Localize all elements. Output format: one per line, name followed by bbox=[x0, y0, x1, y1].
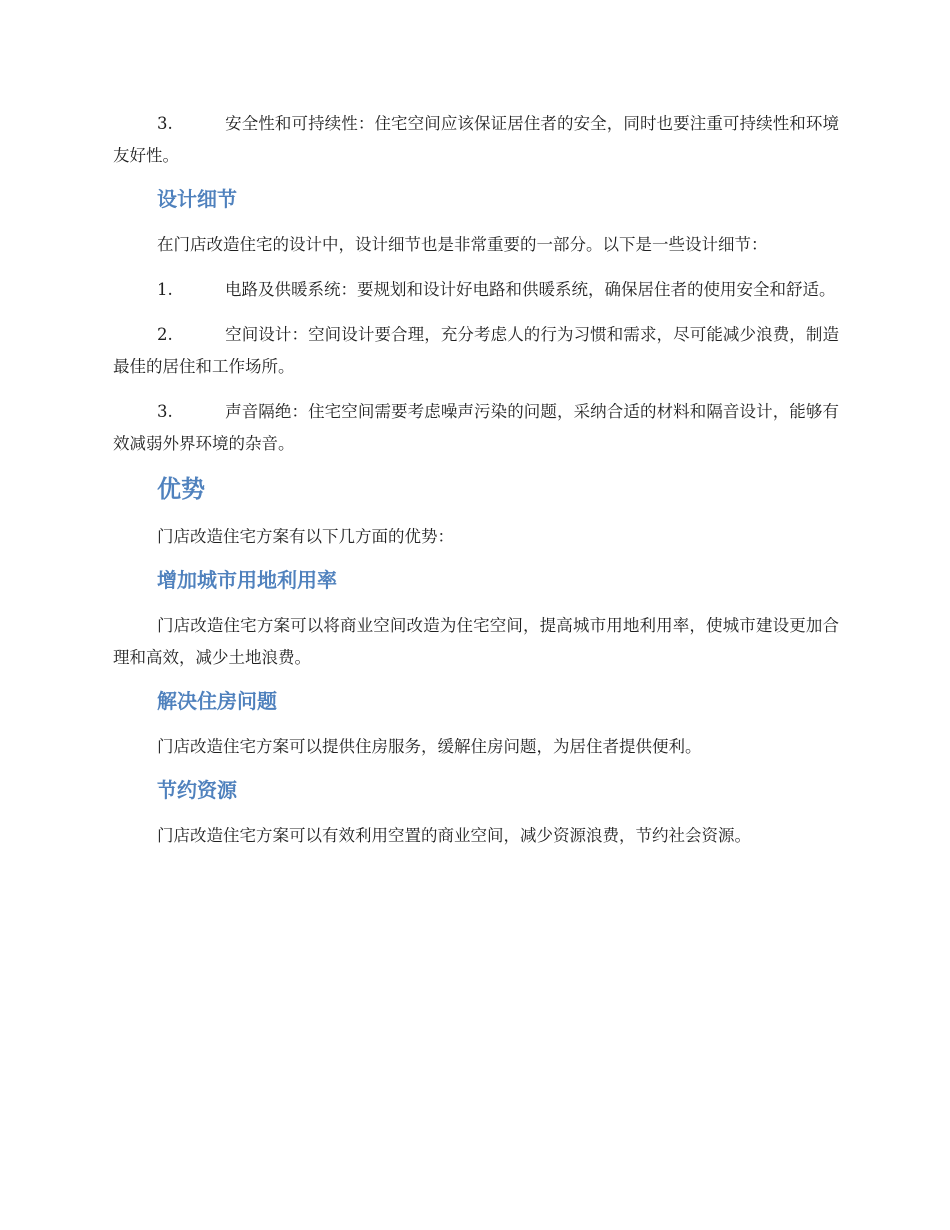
heading-housing: 解决住房问题 bbox=[157, 689, 277, 713]
list-text: 空间设计：空间设计要合理，充分考虑人的行为习惯和需求，尽可能减少浪费，制造最佳的居住和工作场所。 bbox=[113, 325, 839, 376]
list-number: 3. bbox=[157, 114, 173, 133]
list-number: 3. bbox=[157, 402, 173, 421]
heading-resources: 节约资源 bbox=[157, 778, 237, 802]
paragraph-land-use: 门店改造住宅方案可以将商业空间改造为住宅空间，提高城市用地利用率，使城市建设更加合理和高效，减少土地浪费。 bbox=[113, 616, 839, 667]
list-number: 2. bbox=[157, 325, 173, 344]
list-number: 1. bbox=[157, 280, 173, 299]
list-item-space bbox=[113, 319, 839, 383]
list-text: 声音隔绝：住宅空间需要考虑噪声污染的问题，采纳合适的材料和隔音设计，能够有效减弱外界环境的杂音。 bbox=[113, 402, 839, 453]
paragraph-advantages-intro: 门店改造住宅方案有以下几方面的优势： bbox=[157, 527, 454, 546]
document-content bbox=[113, 108, 839, 865]
paragraph-design-intro: 在门店改造住宅的设计中，设计细节也是非常重要的一部分。以下是一些设计细节： bbox=[157, 235, 768, 254]
heading-advantages: 优势 bbox=[157, 475, 205, 503]
list-item-circuit bbox=[113, 274, 839, 306]
heading-land-use: 增加城市用地利用率 bbox=[157, 568, 337, 592]
paragraph-resources: 门店改造住宅方案可以有效利用空置的商业空间，减少资源浪费，节约社会资源。 bbox=[157, 826, 751, 845]
list-text: 电路及供暖系统：要规划和设计好电路和供暖系统，确保居住者的使用安全和舒适。 bbox=[225, 280, 836, 299]
list-item-sound bbox=[113, 396, 839, 460]
list-text: 安全性和可持续性：住宅空间应该保证居住者的安全，同时也要注重可持续性和环境友好性。 bbox=[113, 114, 839, 165]
paragraph-housing: 门店改造住宅方案可以提供住房服务，缓解住房问题，为居住者提供便利。 bbox=[157, 737, 702, 756]
heading-design-details: 设计细节 bbox=[157, 187, 237, 211]
list-item-safety bbox=[113, 108, 839, 172]
